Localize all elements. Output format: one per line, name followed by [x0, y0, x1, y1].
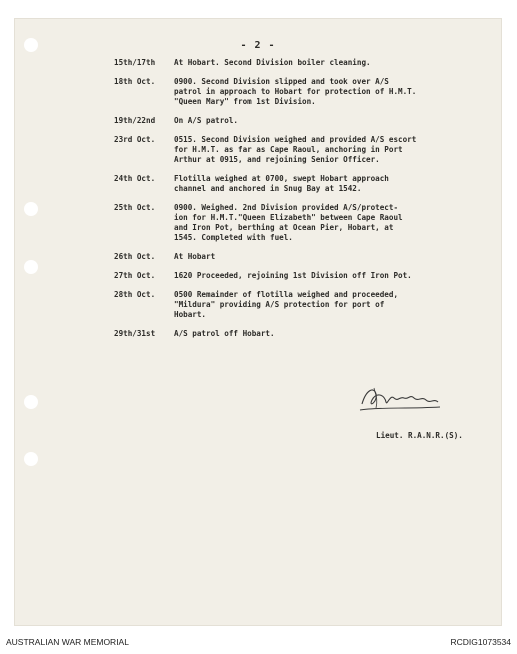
log-entry	[114, 116, 504, 126]
entry-text: At Hobart. Second Division boiler cleaning.	[174, 58, 371, 67]
log-entry	[114, 252, 504, 262]
punch-hole	[24, 395, 38, 409]
log-entry	[114, 329, 504, 339]
entry-text: 0900. Second Division slipped and took over A/S patrol in approach to Hobart for protection of H.M.T. "Queen Mary" from 1st Division.	[174, 77, 417, 106]
entry-text: 0500 Remainder of flotilla weighed and proceeded, "Mildura" providing A/S protection for port of Hobart.	[174, 290, 399, 319]
entry-date: 27th Oct.	[114, 271, 156, 280]
log-entry	[114, 135, 504, 165]
document-page	[14, 18, 502, 626]
punch-hole	[24, 202, 38, 216]
punch-hole	[24, 260, 38, 274]
entry-date: 29th/31st	[114, 329, 156, 338]
entry-date: 25th Oct.	[114, 203, 156, 212]
entry-text: A/S patrol off Hobart.	[174, 329, 275, 338]
entry-text: Flotilla weighed at 0700, swept Hobart approach channel and anchored in Snug Bay at 1542.	[174, 174, 389, 193]
footer-source: AUSTRALIAN WAR MEMORIAL	[6, 637, 129, 647]
log-entries	[114, 58, 504, 348]
entry-date: 23rd Oct.	[114, 135, 156, 144]
signatory-rank: Lieut. R.A.N.R.(S).	[376, 431, 463, 440]
entry-text: 0900. Weighed. 2nd Division provided A/S/protect- ion for H.M.T."Queen Elizabeth" between Cape Raoul and Iron Pot, berthing at Ocean Pier, Hobart, at 1545. Completed with fuel.	[174, 203, 403, 242]
entry-date: 18th Oct.	[114, 77, 156, 86]
log-entry	[114, 58, 504, 68]
log-entry	[114, 77, 504, 107]
entry-date: 28th Oct.	[114, 290, 156, 299]
footer	[0, 626, 517, 654]
punch-hole	[24, 452, 38, 466]
entry-date: 26th Oct.	[114, 252, 156, 261]
entry-text: On A/S patrol.	[174, 116, 239, 125]
entry-date: 15th/17th	[114, 58, 156, 67]
log-entry	[114, 290, 504, 320]
entry-date: 24th Oct.	[114, 174, 156, 183]
entry-date: 19th/22nd	[114, 116, 156, 125]
signature-image	[356, 380, 444, 416]
entry-text: At Hobart	[174, 252, 216, 261]
footer-reference: RCDIG1073534	[450, 637, 511, 647]
entry-text: 0515. Second Division weighed and provided A/S escort for H.M.T. as far as Cape Raoul, anchoring in Port Arthur at 0915, and rejoining Senior Officer.	[174, 135, 417, 164]
log-entry	[114, 271, 504, 281]
log-entry	[114, 203, 504, 243]
entry-text: 1620 Proceeded, rejoining 1st Division off Iron Pot.	[174, 271, 412, 280]
page-number: - 2 -	[240, 40, 276, 51]
log-entry	[114, 174, 504, 194]
